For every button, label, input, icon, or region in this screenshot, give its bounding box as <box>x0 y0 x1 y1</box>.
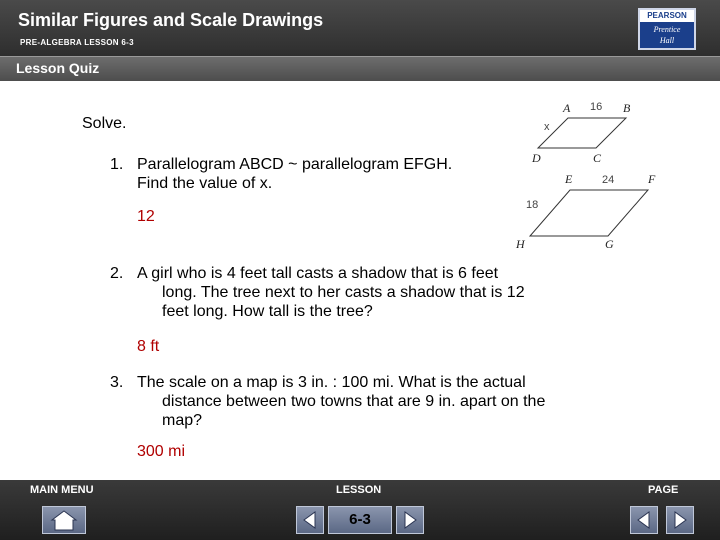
answer-2: 8 ft <box>137 338 160 355</box>
answer-1: 12 <box>137 208 155 225</box>
header-bar <box>0 0 720 56</box>
previous-lesson-button[interactable] <box>296 506 324 534</box>
section-bar <box>0 56 720 81</box>
main-menu-label: MAIN MENU <box>30 484 94 496</box>
label-ab-length: 16 <box>590 101 603 113</box>
parallelogram-abcd <box>538 118 626 148</box>
quiz-intro: Solve. <box>82 115 127 132</box>
question-text <box>137 373 617 430</box>
lesson-number-button[interactable]: 6-3 <box>328 506 392 534</box>
vertex-c: C <box>593 151 602 165</box>
right-arrow-icon <box>397 507 423 533</box>
question-line: Find the value of x. <box>137 175 273 192</box>
question-line: The scale on a map is 3 in. : 100 mi. What is the actual <box>137 374 526 391</box>
answer-3: 300 mi <box>137 443 186 460</box>
vertex-h: H <box>516 237 525 250</box>
question-line: A girl who is 4 feet tall casts a shadow that is 6 feet <box>137 265 499 282</box>
previous-page-button[interactable] <box>630 506 658 534</box>
question-text <box>137 264 587 321</box>
vertex-a: A <box>563 101 571 115</box>
label-eh-length: 18 <box>526 199 539 211</box>
left-arrow-icon <box>297 507 323 533</box>
vertex-f: F <box>648 172 656 186</box>
section-label: Lesson Quiz <box>16 60 100 76</box>
label-ad-length: x <box>544 121 550 133</box>
label-ef-length: 24 <box>602 174 615 186</box>
page-subtitle: PRE-ALGEBRA LESSON 6-3 <box>20 38 134 47</box>
logo-line-2: Hall <box>659 36 675 45</box>
next-page-button[interactable] <box>666 506 694 534</box>
question-line: distance between two towns that are 9 in. apart on the <box>162 393 546 410</box>
logo-top-text: PEARSON <box>640 10 694 22</box>
vertex-d: D <box>532 151 541 165</box>
question-line: feet long. How tall is the tree? <box>162 303 373 320</box>
lesson-label: LESSON <box>336 484 382 496</box>
vertex-g: G <box>605 237 614 250</box>
next-lesson-button[interactable] <box>396 506 424 534</box>
question-line: Parallelogram ABCD ~ parallelogram EFGH. <box>137 156 453 173</box>
logo-bottom-text <box>640 24 694 48</box>
page-label: PAGE <box>648 484 679 496</box>
page-title: Similar Figures and Scale Drawings <box>18 10 324 30</box>
logo-line-1: Prentice <box>653 25 681 34</box>
question-text <box>137 155 517 193</box>
question-number: 2. <box>110 265 124 282</box>
vertex-e: E <box>565 172 573 186</box>
left-arrow-icon <box>631 507 657 533</box>
parallelogram-figure <box>508 90 668 250</box>
question-number: 3. <box>110 374 124 391</box>
vertex-b: B <box>623 101 631 115</box>
right-arrow-icon <box>667 507 693 533</box>
home-icon <box>43 507 85 533</box>
parallelogram-efgh <box>530 190 648 236</box>
main-menu-button[interactable] <box>42 506 86 534</box>
question-line: map? <box>162 412 203 429</box>
question-line: long. The tree next to her casts a shadow that is 12 <box>162 284 525 301</box>
question-number: 1. <box>110 156 124 173</box>
pearson-logo <box>638 8 696 50</box>
